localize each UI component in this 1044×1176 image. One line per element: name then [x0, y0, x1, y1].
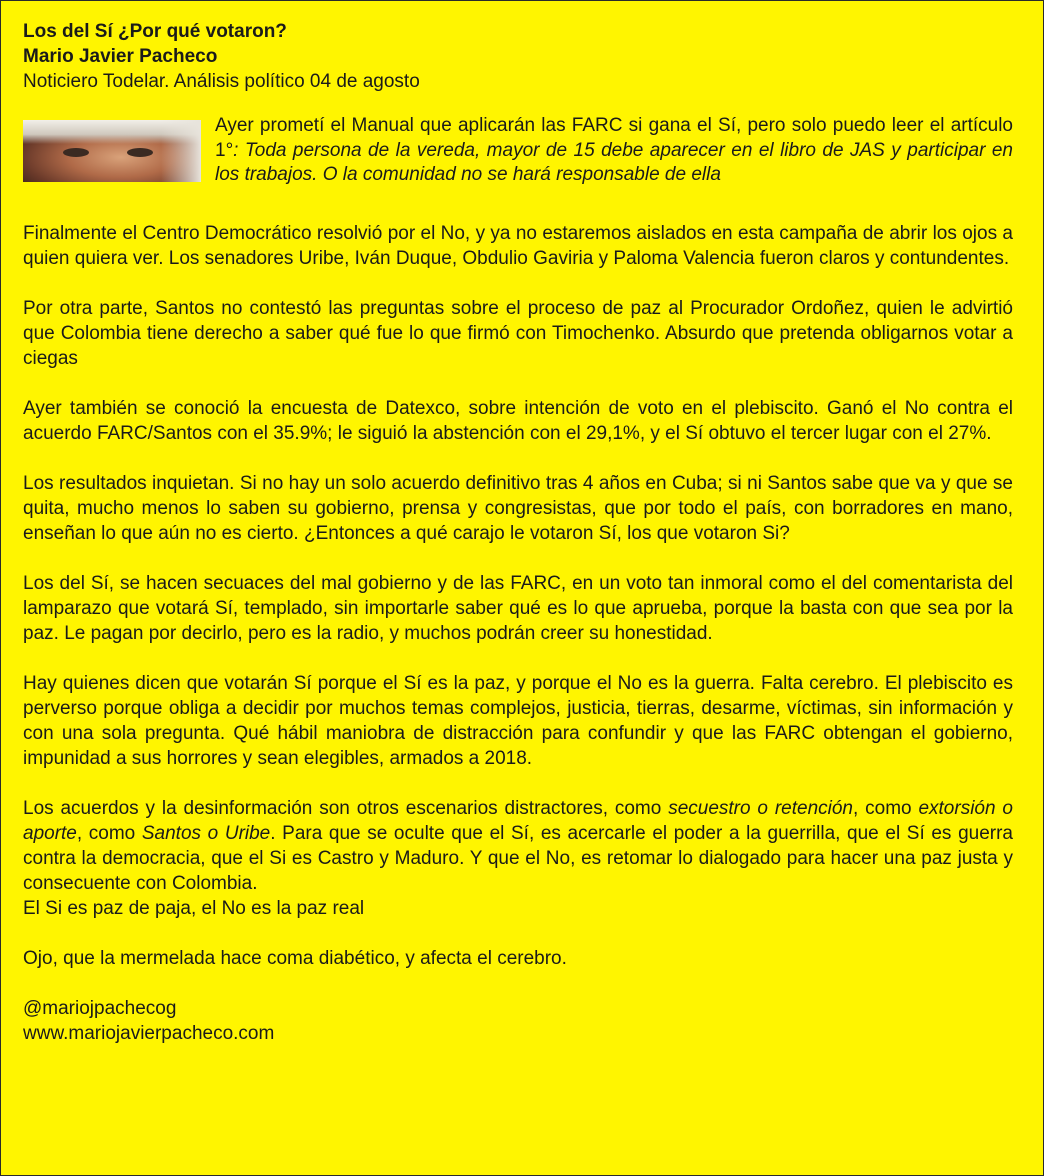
paragraph-1: Finalmente el Centro Democrático resolvió por el No, y ya no estaremos aislados en esta campaña de abrir los ojos a quien quiera ver. Los senadores Uribe, Iván Duque, Obdulio Gaviria y Paloma Valencia fueron claros y contundentes. [23, 222, 1013, 269]
p7-italic-3: Santos o Uribe [141, 822, 271, 844]
paragraph-7 [23, 796, 1013, 896]
paragraph-6: Hay quienes dicen que votarán Sí porque el Sí es la paz, y porque el No es la guerra. Falta cerebro. El plebiscito es perverso porque obliga a decidir por muchos temas complejos, justicia, tierras, desarme, víctimas, sin información y con una sola pregunta. Qué hábil maniobra de distracción para confundir y que las FARC obtengan el gobierno, impunidad a sus horrores y sean elegibles, armados a 2018. [23, 672, 1013, 769]
intro-paragraph [215, 114, 1013, 188]
paragraph-4: Los resultados inquietan. Si no hay un solo acuerdo definitivo tras 4 años en Cuba; si ni Santos sabe que va y que se quita, mucho menos lo saben su gobierno, prensa y congresistas, que por todo el país, con borradores en mano, enseñan lo que aún no es cierto. ¿Entonces a qué carajo le votaron Sí, los que votaron Si? [23, 472, 1013, 544]
article-body [23, 221, 1013, 971]
p7-text-c: , como [853, 797, 919, 819]
author-name: Mario Javier Pacheco [23, 46, 218, 67]
paragraph-5: Los del Sí, se hacen secuaces del mal gobierno y de las FARC, en un voto tan inmoral como el del comentarista del lamparazo que votará Sí, templado, sin importarle saber qué es lo que aprueba, porque la basta con que sea por la paz. Le pagan por decirlo, pero es la radio, y muchos podrán creer su honestidad. [23, 572, 1013, 644]
paragraph-2: Por otra parte, Santos no contestó las preguntas sobre el proceso de paz al Procurador Ordoñez, quien le advirtió que Colombia tiene derecho a saber qué fue lo que firmó con Timochenko. Absurdo que pretenda obligarnos votar a ciegas [23, 297, 1013, 369]
paragraph-8: El Si es paz de paja, el No es la paz real [23, 897, 365, 919]
p7-italic-2: extorsión o aporte [23, 797, 1013, 844]
p7-text-a: Los acuerdos y la desinformación son otros escenarios distractores, como [23, 797, 669, 819]
source-line: Noticiero Todelar. Análisis político 04 de agosto [23, 71, 420, 92]
paragraph-3: Ayer también se conoció la encuesta de Datexco, sobre intención de voto en el plebiscito. Ganó el No contra el acuerdo FARC/Santos con el 35.9%; le siguió la abstención con el 29,1%, y el Sí obtuvo el tercer lugar con el 27%. [23, 397, 1013, 444]
twitter-handle[interactable]: @mariojpachecog [23, 997, 177, 1019]
intro-quote: : Toda persona de la vereda, mayor de 15 debe aparecer en el libro de JAS y participar en los trabajos. O la comunidad no se hará responsable de ella [215, 139, 1013, 185]
article-title: Los del Sí ¿Por qué votaron? [23, 21, 287, 42]
p7-text-e: , como [76, 822, 142, 844]
footer [23, 996, 1013, 1046]
p7-text-g: . Para que se oculte que el Sí, es acercarle el poder a la guerrilla, que el Sí es guerra contra la democracia, que el Si es Castro y Maduro. Y que el No, es retomar lo dialogado para hacer una paz justa y consecuente con Colombia. [23, 822, 1013, 894]
intro-text: Ayer prometí el Manual que aplicarán las FARC si gana el Sí, pero solo puedo leer el artículo 1° [215, 115, 1013, 161]
website-link[interactable]: www.mariojavierpacheco.com [23, 1022, 275, 1044]
intro-block [23, 114, 1013, 188]
header [23, 19, 1013, 94]
p7-italic-1: secuestro o retención [668, 797, 853, 819]
paragraph-9: Ojo, que la mermelada hace coma diabético, y afecta el cerebro. [23, 947, 567, 969]
author-photo [23, 120, 201, 182]
